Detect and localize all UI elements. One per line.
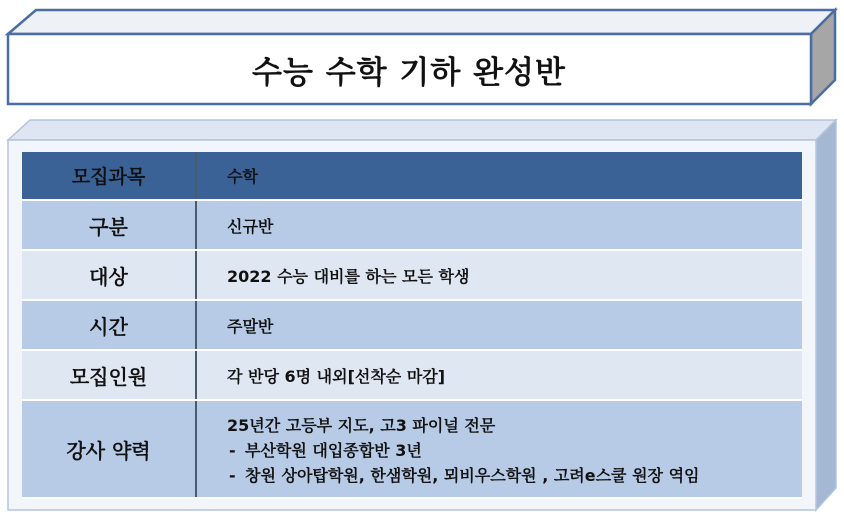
career-item — [227, 438, 802, 463]
table-row — [22, 200, 802, 250]
table-row-career — [22, 400, 802, 498]
career-item-text: 부산학원 대입종합반 3년 — [245, 440, 422, 460]
table-row — [22, 250, 802, 300]
row-value-category: 신규반 — [196, 200, 802, 250]
header-label: 모집과목 — [22, 152, 196, 200]
header-value: 수학 — [196, 152, 802, 200]
career-item — [227, 463, 802, 488]
row-label-time: 시간 — [22, 300, 196, 350]
title-banner — [0, 0, 844, 112]
career-item-text: 창원 상아탑학원, 한샘학원, 뫼비우스학원 , 고려e스쿨 원장 역임 — [245, 465, 700, 485]
table-header-row — [22, 152, 802, 200]
row-value-time: 주말반 — [196, 300, 802, 350]
row-value-target: 2022 수능 대비를 하는 모든 학생 — [196, 250, 802, 300]
info-table — [22, 152, 802, 499]
page-title: 수능 수학 기하 완성반 — [252, 54, 566, 91]
row-label-capacity: 모집인원 — [22, 350, 196, 400]
career-summary: 25년간 고등부 지도, 고3 파이널 전문 — [227, 415, 496, 435]
row-value-capacity: 각 반당 6명 내외[선착순 마감] — [196, 350, 802, 400]
bullet-marker: - — [229, 440, 236, 460]
table-row — [22, 350, 802, 400]
bullet-marker: - — [229, 465, 236, 485]
table-row — [22, 300, 802, 350]
row-label-target: 대상 — [22, 250, 196, 300]
row-label-career: 강사 약력 — [22, 400, 196, 498]
row-label-category: 구분 — [22, 200, 196, 250]
row-value-career — [196, 400, 802, 498]
info-panel — [0, 112, 844, 520]
